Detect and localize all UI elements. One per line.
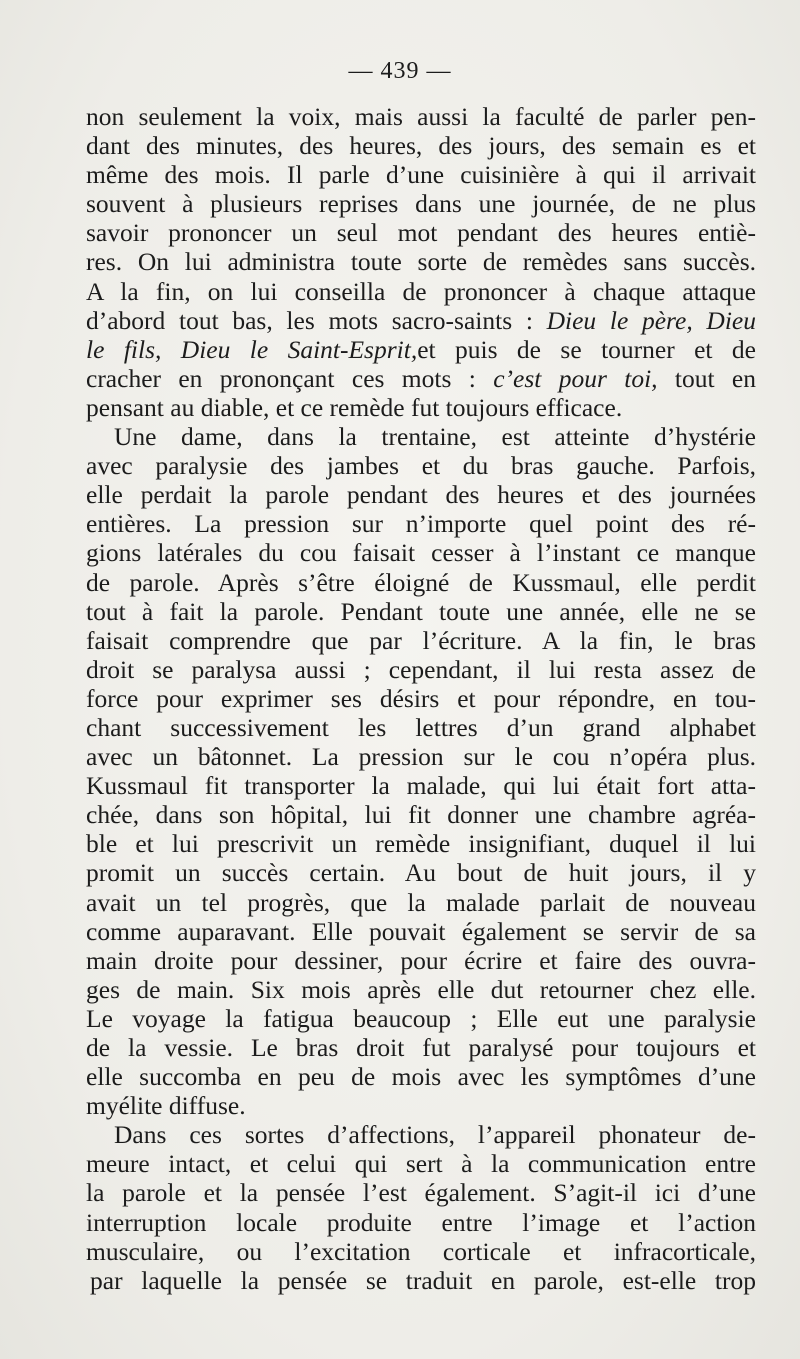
text-line bbox=[86, 1266, 756, 1295]
text-segment: force pour exprimer ses désirs et pour répondre, en tou- bbox=[86, 683, 756, 713]
text-segment: par laquelle la pensée se traduit en parole, est-elle trop bbox=[90, 1265, 756, 1295]
text-segment: Une dame, dans la trentaine, est atteinte d’hystérie bbox=[114, 422, 756, 452]
page-number: — 439 — bbox=[348, 58, 452, 84]
text-line bbox=[86, 306, 756, 335]
text-line bbox=[86, 1033, 756, 1062]
text-line bbox=[86, 189, 756, 218]
text-segment: non seulement la voix, mais aussi la faculté de parler pen- bbox=[86, 102, 756, 131]
text-segment: avait un tel progrès, que la malade parlait de nouveau bbox=[86, 887, 756, 917]
text-line bbox=[86, 1091, 756, 1120]
text-segment: entières. La pression sur n’importe quel point des ré- bbox=[86, 509, 756, 539]
text-segment: Dans ces sortes d’affections, l’appareil phonateur de- bbox=[114, 1120, 756, 1150]
text-line bbox=[86, 1004, 756, 1033]
text-line bbox=[86, 393, 756, 422]
text-segment: promit un succès certain. Au bout de huit jours, il y bbox=[86, 858, 756, 888]
text-line bbox=[86, 247, 756, 276]
text-segment: elle perdait la parole pendant des heures et des journées bbox=[86, 480, 756, 510]
text-segment: souvent à plusieurs reprises dans une journée, de ne plus bbox=[86, 189, 756, 219]
text-segment: droit se paralysa aussi ; cependant, il lui resta assez de bbox=[86, 654, 756, 684]
text-line bbox=[86, 1120, 756, 1149]
text-line bbox=[86, 1062, 756, 1091]
text-segment: A la fin, on lui conseilla de prononcer à chaque attaque bbox=[86, 276, 756, 306]
text-line bbox=[86, 131, 756, 160]
text-segment: chée, dans son hôpital, lui fit donner une chambre agréa- bbox=[86, 800, 756, 830]
text-line bbox=[86, 684, 756, 713]
text-segment: dant des minutes, des heures, des jours, des semain es et bbox=[86, 131, 756, 161]
text-segment: gions latérales du cou faisait cesser à l’instant ce manque bbox=[86, 538, 756, 568]
text-segment: avec un bâtonnet. La pression sur le cou n’opéra plus. bbox=[86, 742, 756, 772]
text-segment: ges de main. Six mois après elle dut retourner chez elle. bbox=[86, 974, 756, 1004]
text-segment: de parole. Après s’être éloigné de Kussmaul, elle perdit bbox=[86, 567, 756, 597]
text-segment: avec paralysie des jambes et du bras gauche. Parfois, bbox=[86, 451, 756, 481]
text-line bbox=[86, 1237, 756, 1266]
text-segment: meure intact, et celui qui sert à la communication entre bbox=[86, 1149, 756, 1179]
text-line bbox=[86, 538, 756, 567]
text-line bbox=[86, 626, 756, 655]
text-line bbox=[86, 160, 756, 189]
text-line bbox=[86, 742, 756, 771]
text-segment: et puis de se tourner et de bbox=[417, 334, 756, 364]
text-line bbox=[86, 597, 756, 626]
text-line bbox=[86, 888, 756, 917]
text-line bbox=[86, 829, 756, 858]
text-line bbox=[86, 218, 756, 247]
text-segment: res. On lui administra toute sorte de remèdes sans succès. bbox=[86, 247, 756, 277]
text-segment: d’abord tout bas, les mots sacro-saints : bbox=[86, 305, 547, 335]
text-line bbox=[86, 655, 756, 684]
text-segment: ble et lui prescrivit un remède insignifiant, duquel il lui bbox=[86, 829, 756, 859]
text-segment: elle succomba en peu de mois avec les symptômes d’une bbox=[86, 1062, 756, 1092]
text-segment: cracher en prononçant ces mots : bbox=[86, 363, 494, 393]
text-segment: la parole et la pensée l’est également. S’agit-il ici d’une bbox=[86, 1178, 756, 1208]
text-line bbox=[86, 771, 756, 800]
text-segment: tout à fait la parole. Pendant toute une année, elle ne se bbox=[86, 596, 756, 626]
text-line bbox=[86, 858, 756, 887]
text-segment: de la vessie. Le bras droit fut paralysé pour toujours et bbox=[86, 1033, 756, 1062]
text-line bbox=[86, 946, 756, 975]
text-segment: Le voyage la fatigua beaucoup ; Elle eut une paralysie bbox=[86, 1003, 756, 1033]
text-segment: tout en bbox=[657, 363, 756, 393]
italic-text-segment: le fils, Dieu le Saint-Esprit, bbox=[86, 334, 418, 364]
text-segment: interruption locale produite entre l’image et l’action bbox=[86, 1207, 756, 1237]
text-segment: pensant au diable, et ce remède fut toujours efficace. bbox=[86, 392, 623, 422]
text-line bbox=[86, 800, 756, 829]
text-line bbox=[86, 277, 756, 306]
text-line bbox=[86, 1149, 756, 1178]
text-segment: Kussmaul fit transporter la malade, qui lui était fort atta- bbox=[86, 771, 756, 801]
text-segment: comme auparavant. Elle pouvait également se servir de sa bbox=[86, 916, 756, 946]
text-line bbox=[86, 422, 756, 451]
text-line bbox=[86, 713, 756, 742]
text-segment: chant successivement les lettres d’un grand alphabet bbox=[86, 712, 756, 742]
text-line bbox=[86, 975, 756, 1004]
italic-text-segment: c’est pour toi, bbox=[493, 363, 658, 393]
text-line bbox=[86, 451, 756, 480]
text-segment: savoir prononcer un seul mot pendant des heures entiè- bbox=[86, 218, 756, 248]
text-segment: main droite pour dessiner, pour écrire et faire des ouvra- bbox=[86, 945, 756, 975]
text-line bbox=[86, 364, 756, 393]
text-line bbox=[86, 1178, 756, 1207]
text-line bbox=[86, 568, 756, 597]
text-line bbox=[86, 509, 756, 538]
text-segment: même des mois. Il parle d’une cuisinière à qui il arrivait bbox=[86, 160, 756, 190]
text-line bbox=[86, 1208, 756, 1237]
text-line bbox=[86, 917, 756, 946]
text-line bbox=[86, 335, 756, 364]
text-segment: faisait comprendre que par l’écriture. A la fin, le bras bbox=[86, 625, 756, 655]
italic-text-segment: Dieu le père, Dieu bbox=[546, 305, 756, 335]
text-segment: musculaire, ou l’excitation corticale et infracorticale, bbox=[86, 1236, 756, 1266]
text-line bbox=[86, 480, 756, 509]
text-line bbox=[86, 102, 756, 131]
body-text bbox=[86, 102, 756, 1295]
text-segment: myélite diffuse. bbox=[86, 1091, 246, 1121]
